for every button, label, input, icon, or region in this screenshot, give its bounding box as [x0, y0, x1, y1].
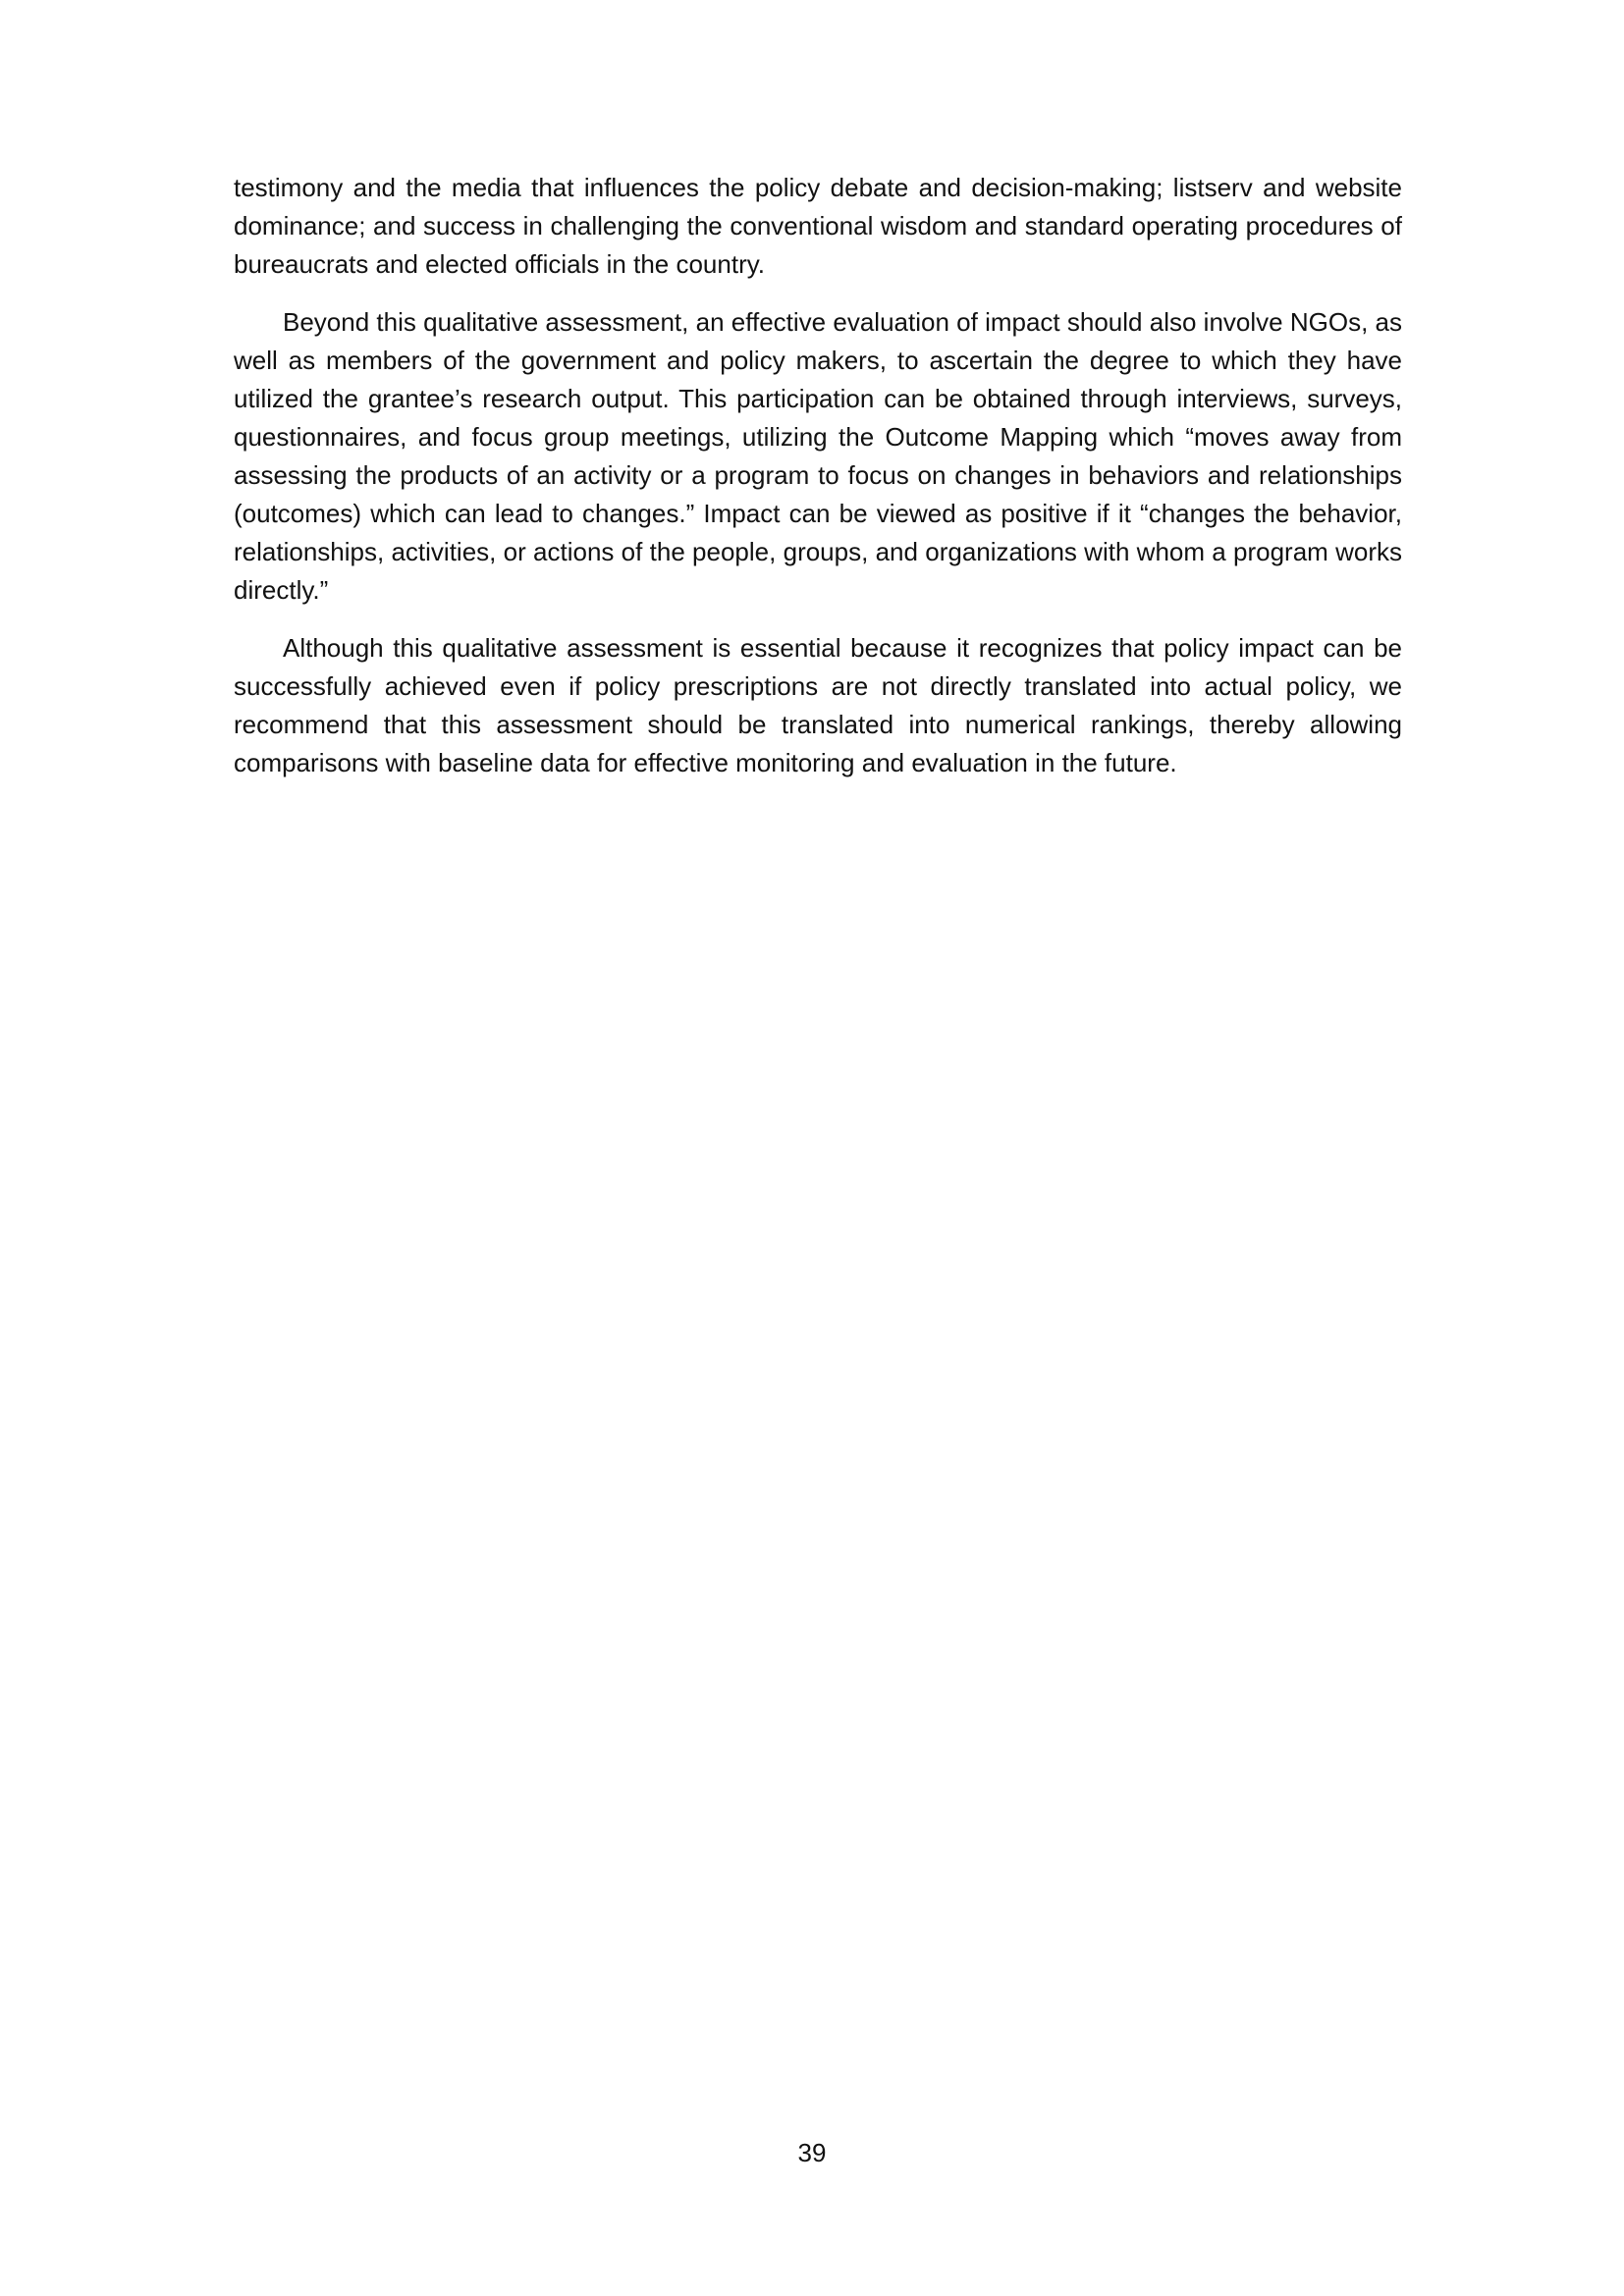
paragraph-recommendation: Although this qualitative assessment is essential because it recognizes that policy impact can be successfully achieved even if policy prescriptions are not directly translated into actual policy, we recommend that this assessment should be translated into numerical rankings, thereby allowing comparisons with baseline data for effective monitoring and evaluation in the future.: [234, 633, 1402, 777]
paragraph-continuation: testimony and the media that influences the policy debate and decision-making; listserv and website dominance; and success in challenging the conventional wisdom and standard operating procedures of bureaucrats and elected officials in the country.: [234, 173, 1402, 279]
paragraph-outcome-mapping: Beyond this qualitative assessment, an effective evaluation of impact should also involve NGOs, as well as members of the government and policy makers, to ascertain the degree to which they have utilized the grantee’s research output. This participation can be obtained through interviews, surveys, questionnaires, and focus group meetings, utilizing the Outcome Mapping which “moves away from assessing the products of an activity or a program to focus on changes in behaviors and relationships (outcomes) which can lead to changes.” Impact can be viewed as positive if it “changes the behavior, relationships, activities, or actions of the people, groups, and organizations with whom a program works directly.”: [234, 307, 1402, 605]
page-number: 39: [797, 2138, 827, 2167]
body-text: [234, 169, 1402, 802]
